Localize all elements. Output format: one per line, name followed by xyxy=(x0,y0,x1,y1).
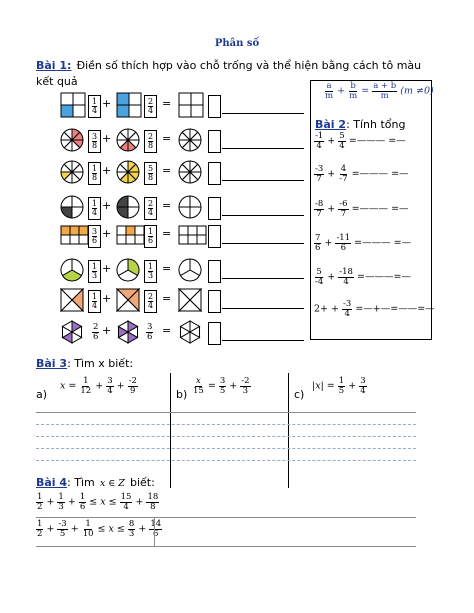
bai1-row xyxy=(0,128,474,156)
bai1-fraction-b: $\frac{3}{6}$ xyxy=(147,322,153,342)
bai3-b-eq: $\frac{x}{15}$ = $\frac{3}{5}$ + $\frac{-2}{3}$ xyxy=(193,376,250,396)
bai1-shape-b xyxy=(116,225,145,245)
plus-sign: + xyxy=(102,324,112,337)
bai1-answer-box[interactable] xyxy=(208,162,221,185)
equals-sign: = xyxy=(162,262,172,275)
bai1-fraction-b: 2 4 xyxy=(144,95,157,118)
bai1-shape-result xyxy=(178,195,202,219)
formula-m2: m xyxy=(349,90,358,101)
equals-sign: = xyxy=(162,164,172,177)
bai1-shape-a xyxy=(60,258,84,282)
bai1-row xyxy=(0,288,474,319)
formula-m1: m xyxy=(325,90,334,101)
bai1-answer-line[interactable] xyxy=(222,278,304,279)
bai3-b-label: b) xyxy=(176,388,188,401)
bai1-row xyxy=(0,160,474,188)
bai2-item: $\frac{5}{-4}$ + $\frac{-18}{4}$ =———=— xyxy=(315,267,411,287)
equals-sign: = xyxy=(162,97,172,110)
bai1-text: Điền số thích hợp vào chỗ trống và thể hiện bằng cách tô màu kết quả xyxy=(36,59,422,88)
bai3-c-label: c) xyxy=(294,388,305,401)
bai3-label: Bài 3 xyxy=(36,357,68,370)
bai2-item: $\frac{7}{6}$ + $\frac{-11}{6}$ =——— =— xyxy=(315,233,412,253)
bai1-shape-a xyxy=(60,128,84,152)
bai1-shape-b xyxy=(116,160,140,184)
bai4-x-in-z: x ∈ Z xyxy=(99,478,125,489)
bai2-text: : Tính tổng xyxy=(346,118,406,131)
bai1-shape-b xyxy=(116,92,142,118)
formula: $\frac{a}{m}$ + $\frac{b}{m}$ = $\frac{a + b}{m}$ (m ≠0) xyxy=(325,81,434,101)
bai1-shape-a xyxy=(60,288,84,312)
bai1-answer-line[interactable] xyxy=(222,340,304,341)
bai1-row xyxy=(0,195,474,223)
bai3-a-eq: x = $\frac{1}{12}$ + $\frac{3}{4}$ + $\frac{-2}{9}$ xyxy=(60,376,137,396)
bai4-row1: $\frac{1}{2}$ + $\frac{1}{3}$ + $\frac{1}{6}$ ≤ x ≤ $\frac{15}{4}$ + $\frac{18}{8}$ xyxy=(37,492,159,512)
equals-sign: = xyxy=(162,199,172,212)
bai3-divider-1 xyxy=(170,373,171,488)
bai1-shape-a xyxy=(60,320,84,344)
bai1-fraction-b: 5 8 xyxy=(144,162,157,185)
bai1-answer-line[interactable] xyxy=(222,215,304,216)
bai1-shape-result xyxy=(178,92,204,118)
bai2-tail: =——— =— xyxy=(354,237,412,249)
bai4-col-divider xyxy=(154,517,155,546)
bai1-answer-line[interactable] xyxy=(222,113,304,114)
bai3-header xyxy=(36,355,133,371)
equals-sign: = xyxy=(162,292,172,305)
bai1-shape-b xyxy=(116,195,140,219)
bai4-row2: $\frac{1}{2}$ + $\frac{-3}{5}$ + $\frac{1}{10}$ ≤ x ≤ $\frac{8}{3}$ + $\frac{14}{6}$ xyxy=(37,519,162,539)
bai1-shape-b xyxy=(116,258,140,282)
bai1-row xyxy=(0,92,474,120)
bai1-shape-result xyxy=(178,320,202,344)
bai1-fraction-a: 1 4 xyxy=(88,95,101,118)
bai2-item: $\frac{-3}{7}$ + $\frac{4}{-7}$ =——— =— xyxy=(315,164,409,184)
bai1-shape-result xyxy=(178,128,202,152)
bai1-answer-box[interactable] xyxy=(208,130,221,153)
plus-sign: + xyxy=(102,97,112,110)
answer-line[interactable] xyxy=(36,460,416,461)
bai4-label: Bài 4 xyxy=(36,476,68,489)
bai1-answer-line[interactable] xyxy=(222,148,304,149)
plus-sign: + xyxy=(102,132,112,145)
bai3-a-label: a) xyxy=(36,388,48,401)
bai1-fraction-a: 3 8 xyxy=(88,130,101,153)
bai1-shape-a xyxy=(60,195,84,219)
bai3-c-eq: |x| = $\frac{1}{5}$ + $\frac{3}{4}$ xyxy=(312,376,366,396)
bai2-item: 2+ + $\frac{-3}{4}$ =—+—=——=— xyxy=(314,299,435,319)
bai4-header xyxy=(36,474,155,491)
bai4-biet: biết: xyxy=(129,476,155,489)
bai1-row xyxy=(0,258,474,286)
bai1-row xyxy=(0,225,474,253)
bai1-row xyxy=(0,320,474,348)
bai2-tail: =——— =— xyxy=(348,135,406,147)
bai2-item: $\frac{-8}{7}$ + $\frac{-6}{7}$ =——— =— xyxy=(315,199,409,219)
bai1-shape-a xyxy=(60,225,89,245)
bai1-fraction-a: 1 8 xyxy=(88,162,101,185)
bai1-fraction-b: 2 4 xyxy=(144,290,157,313)
bai1-answer-box[interactable] xyxy=(208,95,221,118)
bai1-shape-b xyxy=(116,288,140,312)
bai1-shape-b xyxy=(116,320,140,344)
bai3-a xyxy=(36,388,47,401)
bai1-fraction-a: 1 4 xyxy=(88,197,101,220)
bai2-tail: =——— =— xyxy=(351,168,409,180)
formula-m3: m xyxy=(380,90,389,101)
bai1-shape-result xyxy=(178,160,202,184)
bai2-lead: 2+ xyxy=(314,303,329,315)
formula-cond: (m ≠0) xyxy=(400,85,434,97)
answer-line[interactable] xyxy=(36,436,416,437)
formula-a: a xyxy=(326,81,332,91)
bai4-separator xyxy=(36,517,416,518)
answer-line[interactable] xyxy=(36,424,416,425)
bai1-shape-result xyxy=(178,288,202,312)
bai1-label: Bài 1: xyxy=(36,59,72,72)
bai3-divider-2 xyxy=(288,373,289,488)
bai2-item: $\frac{-1}{4}$ + $\frac{5}{4}$ =——— =— xyxy=(315,131,406,151)
answer-line[interactable] xyxy=(36,448,416,449)
bai1-fraction-b: 1 3 xyxy=(144,260,157,283)
bai1-shape-a xyxy=(60,160,84,184)
bai1-answer-box[interactable] xyxy=(208,260,221,283)
bai2-tail: =—+—=——=— xyxy=(355,303,435,315)
equals-sign: = xyxy=(162,227,172,240)
bai1-answer-line[interactable] xyxy=(222,243,304,244)
bai2-tail: =——— =— xyxy=(351,203,409,215)
bai3-b xyxy=(176,388,187,401)
equals-sign: = xyxy=(162,132,172,145)
bai1-fraction-b: 2 4 xyxy=(144,197,157,220)
bai1-answer-box[interactable] xyxy=(208,290,221,313)
page-title: Phân số xyxy=(214,38,260,49)
bai2-tail: =———=— xyxy=(357,271,411,283)
bai1-fraction-b: 1 6 xyxy=(144,225,157,248)
bai1-answer-line[interactable] xyxy=(222,308,304,309)
bai1-answer-line[interactable] xyxy=(222,180,304,181)
bai1-fraction-a: 3 6 xyxy=(88,225,101,248)
plus-sign: + xyxy=(102,227,112,240)
bai1-fraction-a: 1 4 xyxy=(88,290,101,313)
bai1-answer-box[interactable] xyxy=(208,322,221,345)
formula-b: b xyxy=(350,81,356,91)
equals-sign: = xyxy=(162,324,172,337)
bai4-text: : Tìm xyxy=(67,476,95,489)
bai3-c xyxy=(294,388,304,401)
bai1-fraction-a: 1 3 xyxy=(88,260,101,283)
plus-sign: + xyxy=(102,262,112,275)
bai4-separator-2 xyxy=(36,546,416,547)
bai1-fraction-a: $\frac{2}{6}$ xyxy=(93,322,99,342)
bai3-text: : Tìm x biết: xyxy=(67,357,134,370)
plus-sign: + xyxy=(102,164,112,177)
bai1-answer-box[interactable] xyxy=(208,197,221,220)
bai1-shape-result xyxy=(178,225,207,245)
plus-sign: + xyxy=(102,199,112,212)
bai3-separator xyxy=(36,412,416,413)
plus-sign: + xyxy=(102,292,112,305)
bai1-shape-b xyxy=(116,128,140,152)
bai1-shape-result xyxy=(178,258,202,282)
bai1-fraction-b: 2 8 xyxy=(144,130,157,153)
bai1-shape-a xyxy=(60,92,86,118)
formula-ab: a + b xyxy=(373,81,397,91)
bai2-label: Bài 2 xyxy=(315,118,347,131)
bai1-answer-box[interactable] xyxy=(208,225,221,248)
